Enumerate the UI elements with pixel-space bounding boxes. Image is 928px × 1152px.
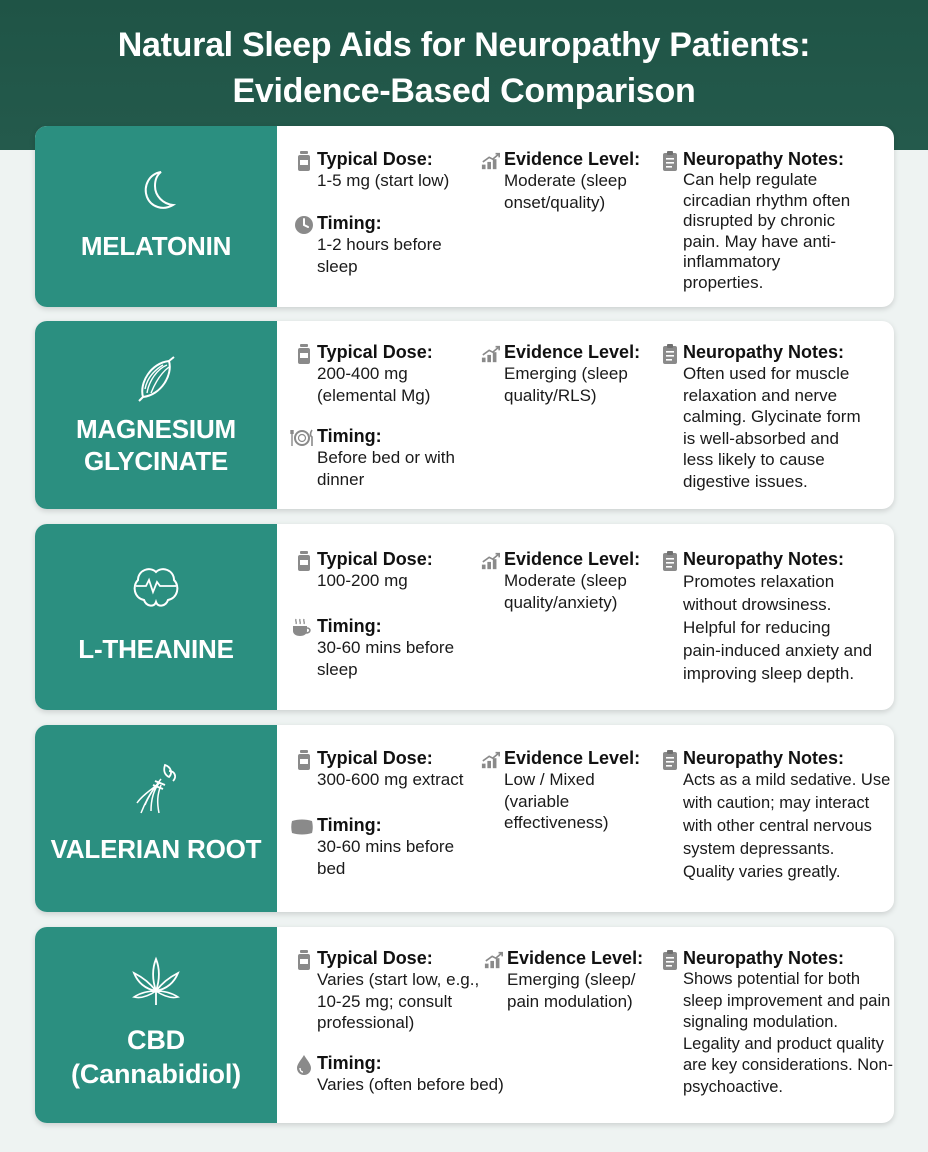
evidence-label: Evidence Level: bbox=[507, 948, 644, 968]
tea-cup-icon bbox=[291, 617, 313, 639]
bottle-icon bbox=[294, 749, 314, 771]
card-name-line: (Cannabidiol) bbox=[71, 1059, 241, 1089]
evidence-value: Emerging (sleep quality/RLS) bbox=[504, 364, 628, 405]
card-name bbox=[35, 413, 277, 477]
evidence-value: Emerging (sleep/ pain modulation) bbox=[507, 970, 636, 1011]
droplet-icon bbox=[294, 1054, 314, 1076]
pillow-icon bbox=[290, 816, 314, 838]
page-title bbox=[0, 22, 928, 114]
card-cbd bbox=[35, 927, 894, 1123]
timing-label: Timing: bbox=[317, 213, 382, 233]
notes-label: Neuropathy Notes: bbox=[683, 149, 845, 169]
card-name-line: MAGNESIUM bbox=[76, 414, 236, 444]
evidence-label: Evidence Level: bbox=[504, 748, 641, 768]
card-name-line: GLYCINATE bbox=[83, 446, 229, 476]
card-label-panel bbox=[35, 524, 277, 710]
evidence-label: Evidence Level: bbox=[504, 149, 641, 169]
timing-value: 30-60 mins before sleep bbox=[317, 638, 455, 679]
timing-label: Timing: bbox=[317, 1053, 382, 1073]
page-title-line-1: Natural Sleep Aids for Neuropathy Patients: bbox=[117, 26, 811, 64]
card-label-panel bbox=[35, 321, 277, 509]
card-valerian-root bbox=[35, 725, 894, 912]
notes-value: Shows potential for both sleep improvement and pain signaling modulation. Legality and product quality are key considerations. Non- psychoactive. bbox=[683, 970, 894, 1096]
root-bundle-icon bbox=[35, 761, 277, 822]
timing-label: Timing: bbox=[317, 815, 382, 835]
dose-label: Typical Dose: bbox=[317, 948, 433, 968]
dose-label: Typical Dose: bbox=[317, 748, 433, 768]
card-name-line: CBD bbox=[127, 1025, 185, 1055]
card-magnesium-glycinate bbox=[35, 321, 894, 509]
notes-value: Promotes relaxation without drowsiness. Helpful for reducing pain-induced anxiety and improving sleep depth. bbox=[683, 572, 873, 683]
card-name-line: L-THEANINE bbox=[78, 634, 234, 664]
dose-value: 100-200 mg bbox=[317, 571, 408, 590]
evidence-value: Moderate (sleep onset/quality) bbox=[504, 171, 627, 212]
timing-label: Timing: bbox=[317, 616, 382, 636]
notes-value: Acts as a mild sedative. Use with caution; may interact with other central nervous system depressants. Quality varies greatly. bbox=[683, 771, 891, 881]
notes-value: Often used for muscle relaxation and nerve calming. Glycinate form is well-absorbed and less likely to cause digestive issues. bbox=[683, 364, 861, 491]
card-name bbox=[35, 230, 277, 262]
dose-label: Typical Dose: bbox=[317, 149, 433, 169]
card-name-line: MELATONIN bbox=[80, 231, 232, 261]
clipboard-icon bbox=[660, 749, 680, 771]
card-name bbox=[35, 833, 277, 865]
bottle-icon bbox=[294, 343, 314, 365]
notes-label: Neuropathy Notes: bbox=[683, 948, 845, 968]
notes-label: Neuropathy Notes: bbox=[683, 748, 845, 768]
evidence-value: Moderate (sleep quality/anxiety) bbox=[504, 571, 627, 612]
card-name bbox=[35, 633, 277, 665]
timing-value: 1-2 hours before sleep bbox=[317, 235, 442, 276]
bottle-icon bbox=[294, 949, 314, 971]
timing-label: Timing: bbox=[317, 426, 382, 446]
dose-value: 200-400 mg (elemental Mg) bbox=[317, 364, 431, 405]
timing-value: Varies (often before bed) bbox=[317, 1075, 504, 1094]
dose-value: 1-5 mg (start low) bbox=[317, 171, 450, 190]
evidence-label: Evidence Level: bbox=[504, 342, 641, 362]
evidence-value: Low / Mixed (variable effectiveness) bbox=[504, 770, 609, 832]
evidence-label: Evidence Level: bbox=[504, 549, 641, 569]
card-name-line: VALERIAN ROOT bbox=[50, 834, 262, 864]
clipboard-icon bbox=[660, 949, 680, 971]
card-name bbox=[35, 1023, 277, 1091]
card-l-theanine bbox=[35, 524, 894, 710]
bar-chart-icon bbox=[481, 343, 501, 365]
timing-value: Before bed or with dinner bbox=[317, 448, 455, 489]
bar-chart-icon bbox=[481, 749, 501, 771]
clock-icon bbox=[294, 214, 314, 236]
dose-value: 300-600 mg extract bbox=[317, 770, 464, 789]
card-label-panel bbox=[35, 927, 277, 1123]
bottle-icon bbox=[294, 150, 314, 172]
bar-chart-icon bbox=[481, 550, 501, 572]
cannabis-leaf-icon bbox=[35, 953, 277, 1014]
dose-label: Typical Dose: bbox=[317, 549, 433, 569]
timing-value: 30-60 mins before bed bbox=[317, 837, 455, 878]
notes-label: Neuropathy Notes: bbox=[683, 342, 845, 362]
clipboard-icon bbox=[660, 550, 680, 572]
card-melatonin bbox=[35, 126, 894, 307]
clipboard-icon bbox=[660, 343, 680, 365]
page-title-line-2: Evidence-Based Comparison bbox=[232, 72, 696, 110]
crescent-moon-icon bbox=[35, 166, 277, 221]
bar-chart-icon bbox=[484, 949, 504, 971]
card-label-panel bbox=[35, 126, 277, 307]
notes-value: Can help regulate circadian rhythm often disrupted by chronic pain. May have anti- inflammatory properties. bbox=[683, 170, 851, 292]
clipboard-icon bbox=[660, 150, 680, 172]
card-label-panel bbox=[35, 725, 277, 912]
dose-label: Typical Dose: bbox=[317, 342, 433, 362]
dose-value: Varies (start low, e.g., 10-25 mg; consult professional) bbox=[317, 970, 480, 1032]
plate-cutlery-icon bbox=[290, 427, 314, 449]
brain-pulse-icon bbox=[35, 564, 277, 615]
muscle-fiber-icon bbox=[35, 353, 277, 410]
notes-label: Neuropathy Notes: bbox=[683, 549, 845, 569]
bar-chart-icon bbox=[481, 150, 501, 172]
bottle-icon bbox=[294, 550, 314, 572]
